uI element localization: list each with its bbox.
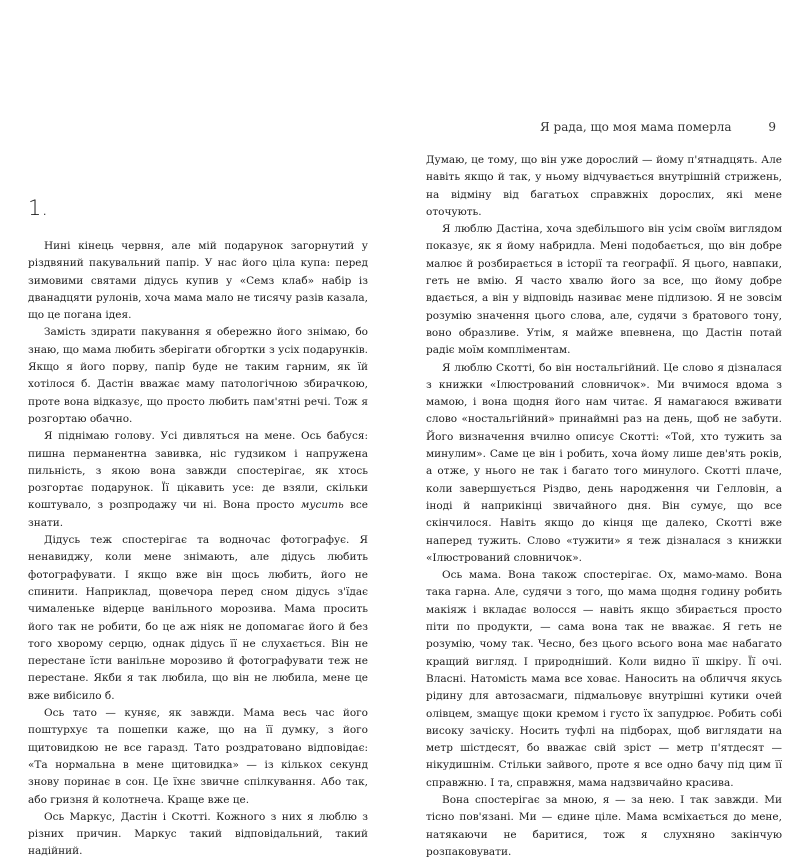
paragraph: Я люблю Дастіна, хоча здебільшого він усім своїм виглядом показує, як я йому набридла. Мені подобається, що він добре малює й розбирається в історії та географії. Я цього, навпаки, геть не вмію. Я часто хвалю його за все, що йому добре вдається, а він у відповідь називає мене підлизою. Я не зовсім розумію значення цього слова, але, судячи з братового тону, воно образливе. Утім, я майже впевнена, що Дастін потай радіє моїм компліментам. [426,223,782,357]
paragraph: Ось тато — куняє, як завжди. Мама весь час його поштурхує та пошепки каже, що на її думку, з його щитовидкою не все гаразд. Тато роздратовано відповідає: «Та нормальна в мене щитовидка» — із кількох секунд знову поринає в сон. Це їхнє звичне спілкування. Або так, або гризня й колотнеча. Краще вже це. [28,707,368,806]
paragraph: Вона спостерігає за мною, я — за нею. І так завжди. Ми тісно пов'язані. Ми — єдине ціле. Мама всміхається до мене, натякаючи не баритися, тож я слухняно закінчую розпаковувати. [426,793,782,858]
paragraph: Думаю, це тому, що він уже дорослий — йому п'ятнадцять. Але навіть якщо й так, у ньому відчувається внутрішній стрижень, на відміну від багатьох справжніх дорослих, які мене оточують. [426,154,782,218]
paragraph: Замість здирати пакування я обережно його знімаю, бо знаю, що мама любить зберігати обгортки з усіх подарунків. Якщо я його порву, папір буде не таким гарним, як їй хотілося б. Дастін вважає маму патологічною збирачкою, проте вона відказує, що просто любить пам'ятні речі. Тож я розгортаю обачно. [28,326,368,425]
paragraph: Ось мама. Вона також спостерігає. Ох, мамо-мамо. Вона така гарна. Але, судячи з того, що мама щодня годину робить макіяж і вкладає волосся — навіть якщо збирається просто піти по продукти, — сама вона так не вважає. Я геть не розумію, чому так. Чесно, без цього всього вона має набагато кращий вигляд. І природніший. Коли видно її шкіру. Її очі. Власні. Натомість мама все ховає. Наносить на обличчя якусь рідину для автозасмаги, підмальовує внутрішні кутики очей олівцем, змащує щоки кремом і густо їх запудрює. Робить собі високу зачіску. Носить туфлі на підборах, щоб виглядати на метр шістдесят, бо вважає свій зріст — метр п'ятдесят — нікудишнім. Стільки зайвого, проте я все одно бачу під цим її справжню. І та, справжня, мама надзвичайно красива. [426,569,782,789]
paragraph [28,428,368,532]
paragraph: Я люблю Скотті, бо він ностальгійний. Це слово я дізналася з книжки «Ілюстрований словничок». Ми вчимося вдома з мамою, і вона щодня його нам читає. Я намагаюся вживати слово «ностальгійний» принаймні раз на день, щоб не забути. Його визначення вчилно описує Скотті: «Той, хто тужить за минулим». Саме це він і робить, хоча йому лише дев'ять років, а отже, у нього не так і багато того минулого. Скотті плаче, коли завершується Різдво, день народження чи Гелловін, а іноді й наприкінці звичайного дня. Він сумує, що все скінчилося. Навіть якщо до кінця ще далеко, Скотті вже наперед тужить. Слово «тужити» я теж дізналася з книжки «Ілюстрований словничок». [426,361,782,564]
paragraph: Ось Маркус, Дастін і Скотті. Кожного з них я люблю з різних причин. Маркус такий відповідальний, такий надійний. [28,810,368,858]
paragraph: Нині кінець червня, але мій подарунок загорнутий у різдвяний пакувальний папір. У нас його ціла купа: перед зимовими святами дідусь купив у «Семз клаб» набір із дванадцяти рулонів, хоча мама мало не тисячу разів казала, що це погана ідея. [28,240,368,322]
running-head: Я рада, що моя мама померла [540,120,732,134]
emphasis-text: мусить [300,499,344,512]
paragraph-text: Я піднімаю голову. Усі дивляться на мене. Ось бабуся: пишна перманентна завивка, ніс гудзиком і напружена пильність, з якою вона завжди спостерігає, як хтось розгортає подарунок. Її цікавить усе: де взяли, скільки коштувало, з розпродажу чи ні. Вона просто [28,430,368,512]
page-number: 9 [768,120,776,134]
chapter-number: 1. [28,196,49,220]
paragraph-text: все знати. [28,499,368,529]
right-column [426,152,782,861]
left-column [28,238,368,861]
paragraph: Дідусь теж спостерігає та водночас фотографує. Я ненавиджу, коли мене знімають, але дідусь любить фотографувати. І якщо вже він щось любить, його не спинити. Наприклад, щовечора перед сном дідусь з'їдає чималеньке відерце ванільного морозива. Мама просить його так не робити, бо це аж ніяк не допомагає його й без того хворому серцю, однак дідусь її не слухається. Він не перестане їсти ванільне морозиво й фотографувати теж не перестане. Якби я так любила, що він не любила, мене це вже вибісило б. [28,534,368,702]
